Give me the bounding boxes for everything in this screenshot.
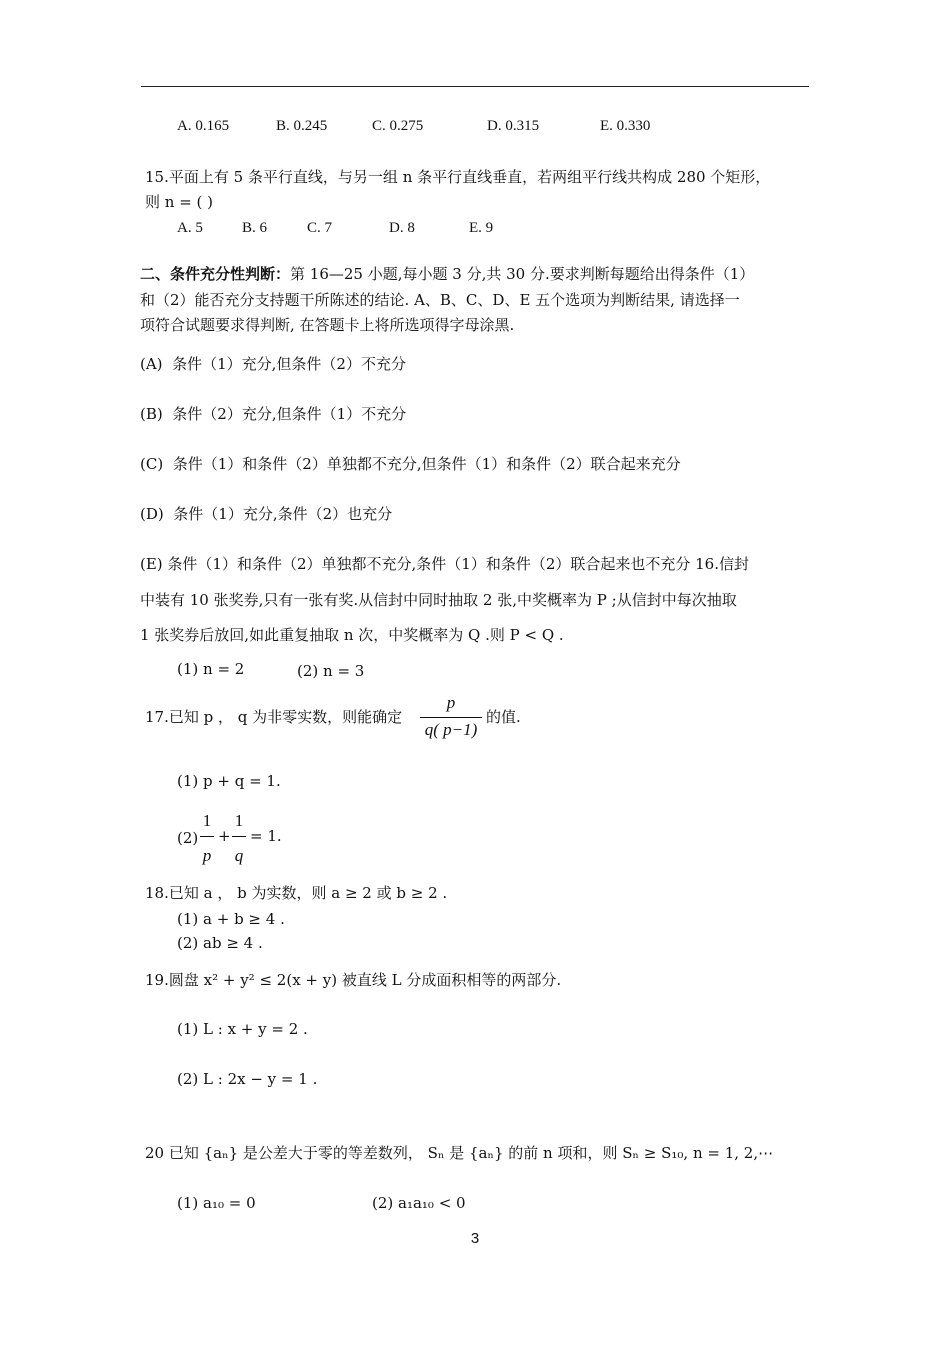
q14-option-d: D. 0.315 <box>487 118 540 134</box>
q17-condition-1: (1) p + q = 1. <box>177 772 281 790</box>
q14-option-c: C. 0.275 <box>372 118 424 134</box>
q20-condition-2: (2) a₁a₁₀ < 0 <box>372 1194 466 1212</box>
q17-fraction-bar <box>420 717 482 718</box>
q15-option-c: C. 7 <box>307 220 333 236</box>
q17-cond2-den1: p <box>202 846 212 865</box>
choice-d <box>140 504 392 524</box>
page-number: 3 <box>470 1230 480 1247</box>
q18-condition-1: (1) a + b ≥ 4 . <box>177 910 285 928</box>
choice-c-text: 条件（1）和条件（2）单独都不充分,但条件（1）和条件（2）联合起来充分 <box>172 455 681 473</box>
choice-b <box>140 404 406 424</box>
q17-stem-tail: 的值. <box>486 708 521 726</box>
q15-stem-line1: 15.平面上有 5 条平行直线，与另一组 n 条平行直线垂直，若两组平行线共构成 280 个矩形， <box>145 168 771 186</box>
q16-stem-line2: 中装有 10 张奖券,只有一张有奖.从信封中同时抽取 2 张,中奖概率为 P ;从信封中每次抽取 <box>140 591 737 609</box>
choice-c <box>140 454 681 474</box>
q16-stem-line3: 1 张奖券后放回,如此重复抽取 n 次，中奖概率为 Q .则 P < Q . <box>140 626 564 644</box>
q18-condition-2: (2) ab ≥ 4 . <box>177 934 263 952</box>
q20-stem: 20 已知 {aₙ} 是公差大于零的等差数列， Sₙ 是 {aₙ} 的前 n 项和，则 Sₙ ≥ S₁₀, n = 1, 2,⋯ <box>145 1144 774 1162</box>
choice-e-line: (E) 条件（1）和条件（2）单独都不充分,条件（1）和条件（2）联合起来也不充分 16.信封 <box>140 555 749 573</box>
section2-intro-line2: 和（2）能否充分支持题干所陈述的结论. A、B、C、D、E 五个选项为判断结果, 请选择一 <box>140 291 740 309</box>
choice-d-letter: (D) <box>140 505 164 523</box>
q19-condition-1: (1) L : x + y = 2 . <box>177 1020 308 1038</box>
q19-stem: 19.圆盘 x² + y² ≤ 2(x + y) 被直线 L 分成面积相等的两部分. <box>145 971 562 989</box>
q15-stem-line2: 则 n = ( ) <box>145 193 214 211</box>
q14-option-a: A. 0.165 <box>177 118 230 134</box>
q17-fraction-denominator: q( p−1) <box>424 720 478 739</box>
q15-option-d: D. 8 <box>389 220 415 236</box>
q17-cond2-bar2 <box>232 836 246 837</box>
section2-heading: 二、条件充分性判断： <box>140 265 291 283</box>
choice-d-text: 条件（1）充分,条件（2）也充分 <box>173 505 393 523</box>
q18-stem: 18.已知 a ， b 为实数，则 a ≥ 2 或 b ≥ 2 . <box>145 884 448 902</box>
q17-cond2-num2: 1 <box>234 811 244 830</box>
q16-condition-2: (2) n = 3 <box>297 662 365 680</box>
top-rule <box>141 86 809 87</box>
section2-intro-line1 <box>140 264 754 284</box>
choice-a <box>140 354 406 374</box>
q14-option-e: E. 0.330 <box>600 118 651 134</box>
choice-a-letter: (A) <box>140 355 163 373</box>
section2-intro-line3: 项符合试题要求得判断, 在答题卡上将所选项得字母涂黑. <box>140 316 515 334</box>
choice-b-letter: (B) <box>140 405 163 423</box>
q17-cond2-bar1 <box>200 836 214 837</box>
q15-option-b: B. 6 <box>242 220 268 236</box>
section2-intro-text1: 第 16—25 小题,每小题 3 分,共 30 分.要求判断每题给出得条件（1） <box>290 265 755 283</box>
q17-fraction-numerator: p <box>446 693 456 712</box>
q19-condition-2: (2) L : 2x − y = 1 . <box>177 1070 318 1088</box>
q17-condition-2-label: (2) <box>177 829 199 847</box>
q20-condition-1: (1) a₁₀ = 0 <box>177 1194 256 1212</box>
q15-option-a: A. 5 <box>177 220 203 236</box>
q17-cond2-plus: + <box>218 827 231 845</box>
choice-a-text: 条件（1）充分,但条件（2）不充分 <box>172 355 406 373</box>
choice-c-letter: (C) <box>140 455 164 473</box>
q17-cond2-den2: q <box>234 846 244 865</box>
q17-cond2-tail: = 1. <box>250 827 282 845</box>
choice-b-text: 条件（2）充分,但条件（1）不充分 <box>172 405 407 423</box>
q14-option-b: B. 0.245 <box>276 118 328 134</box>
q17-cond2-num1: 1 <box>202 811 212 830</box>
q16-condition-1: (1) n = 2 <box>177 660 245 678</box>
q17-stem: 17.已知 p ， q 为非零实数，则能确定 <box>145 708 403 726</box>
q15-option-e: E. 9 <box>469 220 494 236</box>
